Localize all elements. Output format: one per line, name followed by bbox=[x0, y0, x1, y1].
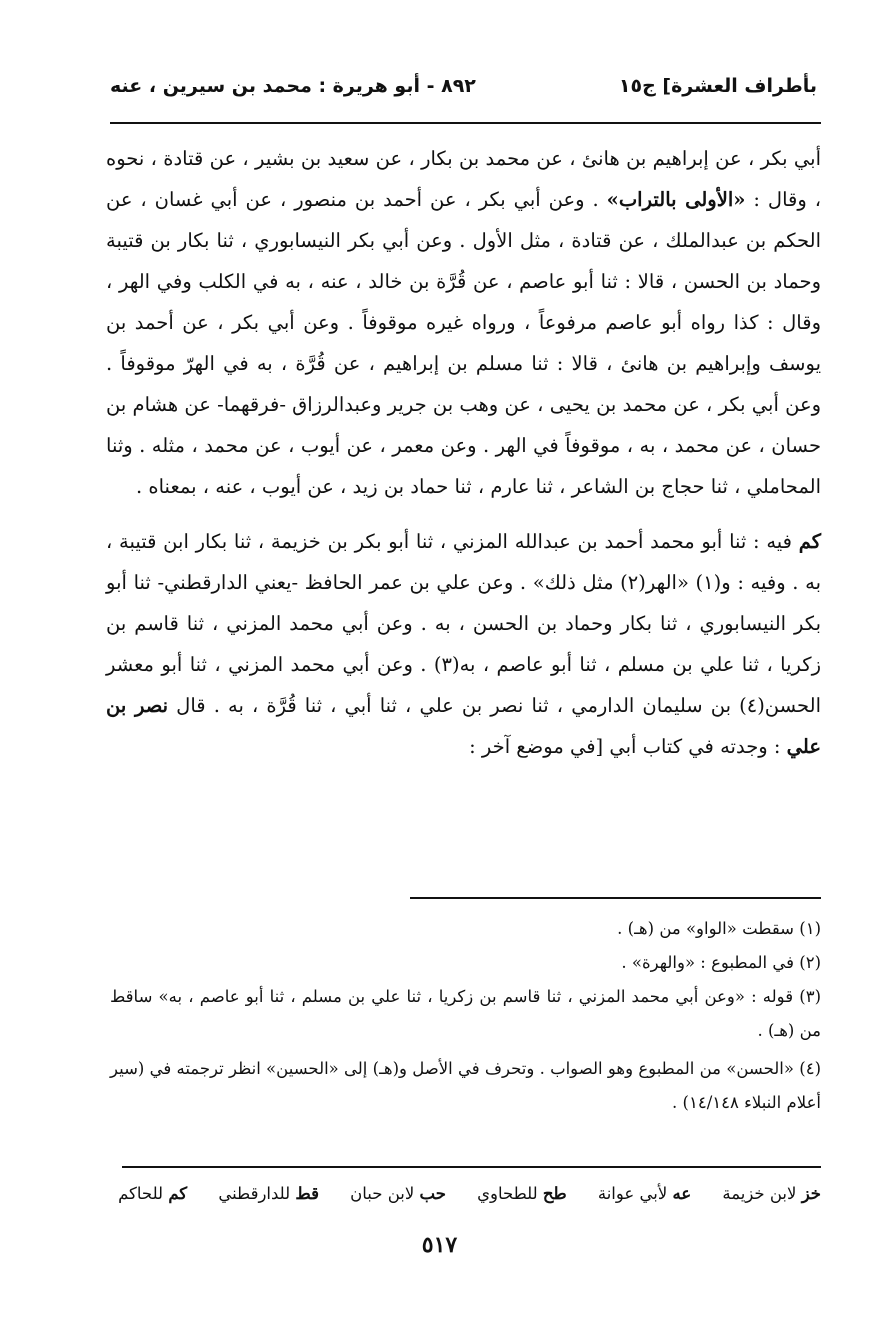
footnote-3: (٣) قوله : «وعن أبي محمد المزني ، ثنا قاسم بن زكريا ، ثنا علي بن مسلم ، ثنا أبو عاصم ، به» ساقط من (هـ) . bbox=[110, 987, 821, 1040]
legend-abbr: خز bbox=[801, 1184, 821, 1203]
legend-item bbox=[598, 1178, 691, 1210]
legend-desc: للحاكم bbox=[118, 1184, 164, 1203]
paragraph-2 bbox=[106, 521, 821, 767]
paragraph-1-part-2: . وعن أبي بكر ، عن أحمد بن منصور ، عن أبي غسان ، عن الحكم بن عبدالملك ، عن قتادة ، مثل الأول . وعن أبي بكر النيسابوري ، ثنا بكار بن قتيبة وحماد بن الحسن ، قالا : ثنا أبو عاصم ، عن قُرَّة بن خالد ، عنه ، به في الكلب وفي الهر ، وقال : كذا رواه أبو عاصم مرفوعاً ، ورواه غيره موقوفاً . وعن أبي بكر ، عن أحمد بن يوسف وإبراهيم بن هانئ ، قالا : ثنا مسلم بن إبراهيم ، عن قُرَّة ، به في الهرّ موقوفاً . وعن أبي بكر ، عن محمد بن يحيى ، عن وهب بن جرير وعبدالرزاق -فرقهما- عن هشام بن حسان ، عن محمد ، به ، موقوفاً في الهر . وعن معمر ، عن أيوب ، عن محمد ، مثله . وثنا المحاملي ، ثنا حجاج بن الشاعر ، ثنا عارم ، ثنا حماد بن زيد ، عن أيوب ، عنه ، بمعناه . bbox=[106, 188, 821, 498]
header-book-title: بأطراف العشرة] ج١٥ bbox=[618, 75, 817, 97]
legend-abbr: قط bbox=[295, 1184, 319, 1203]
page-number: ٥١٧ bbox=[421, 1232, 458, 1258]
legend-desc: لأبي عوانة bbox=[597, 1184, 668, 1203]
legend-desc: للدارقطني bbox=[218, 1184, 291, 1203]
main-text bbox=[106, 138, 821, 767]
footnote-2: (٢) في المطبوع : «والهرة» . bbox=[621, 953, 821, 972]
footnote-1: (١) سقطت «الواو» من (هـ) . bbox=[617, 919, 821, 938]
paragraph-2-part-1: فيه : ثنا أبو محمد أحمد بن عبدالله المزني ، ثنا أبو بكر بن خزيمة ، ثنا بكار ابن قتيبة ، به . وفيه : و(١) «الهر(٢) مثل ذلك» . وعن علي بن عمر الحافظ -يعني الدارقطني- ثنا أبو بكر النيسابوري ، ثنا بكار وحماد بن الحسن ، به . وعن أبي محمد المزني ، ثنا قاسم بن زكريا ، ثنا علي بن مسلم ، ثنا أبو عاصم ، به(٣) . وعن أبي محمد المزني ، ثنا أبو معشر الحسن(٤) بن سليمان الدارمي ، ثنا نصر بن علي ، ثنا أبي ، ثنا قُرَّة ، به . قال bbox=[106, 530, 821, 717]
legend-desc: لابن حبان bbox=[350, 1184, 415, 1203]
abbreviation-legend bbox=[118, 1178, 821, 1210]
legend-desc: للطحاوي bbox=[477, 1184, 538, 1203]
paragraph-2-part-2: : وجدته في كتاب أبي [في موضع آخر : bbox=[469, 735, 787, 758]
paragraph-2-source-abbr: كم bbox=[798, 530, 821, 553]
footnote-4: (٤) «الحسن» من المطبوع وهو الصواب . وتحرف في الأصل و(هـ) إلى «الحسين» انظر ترجمته في (سير أعلام النبلاء ١٤/١٤٨) . bbox=[110, 1059, 821, 1112]
legend-item bbox=[118, 1178, 187, 1210]
legend-abbr: حب bbox=[419, 1184, 446, 1203]
paragraph-1 bbox=[106, 138, 821, 507]
legend-desc: لابن خزيمة bbox=[722, 1184, 797, 1203]
legend-abbr: عه bbox=[672, 1184, 692, 1203]
running-header bbox=[110, 66, 817, 106]
paragraph-1-part-1: أبي بكر ، عن إبراهيم بن هانئ ، عن محمد بن بكار ، عن سعيد بن بشير ، عن قتادة ، نحوه ، وقال : bbox=[106, 147, 821, 211]
paragraph-2-bold-name: نصر بن علي bbox=[106, 694, 821, 758]
legend-item bbox=[350, 1178, 446, 1210]
header-section-title: ٨٩٢ - أبو هريرة : محمد بن سيرين ، عنه bbox=[110, 75, 476, 97]
legend-item bbox=[218, 1178, 319, 1210]
footnotes-divider bbox=[410, 897, 821, 899]
legend-divider bbox=[122, 1166, 821, 1168]
legend-abbr: كم bbox=[168, 1184, 188, 1203]
legend-item bbox=[477, 1178, 567, 1210]
footnotes bbox=[110, 912, 821, 1120]
legend-item bbox=[722, 1178, 821, 1210]
paragraph-1-bold-quote: «الأولى بالتراب» bbox=[606, 188, 746, 211]
header-divider bbox=[110, 122, 821, 124]
legend-abbr: طح bbox=[542, 1184, 567, 1203]
